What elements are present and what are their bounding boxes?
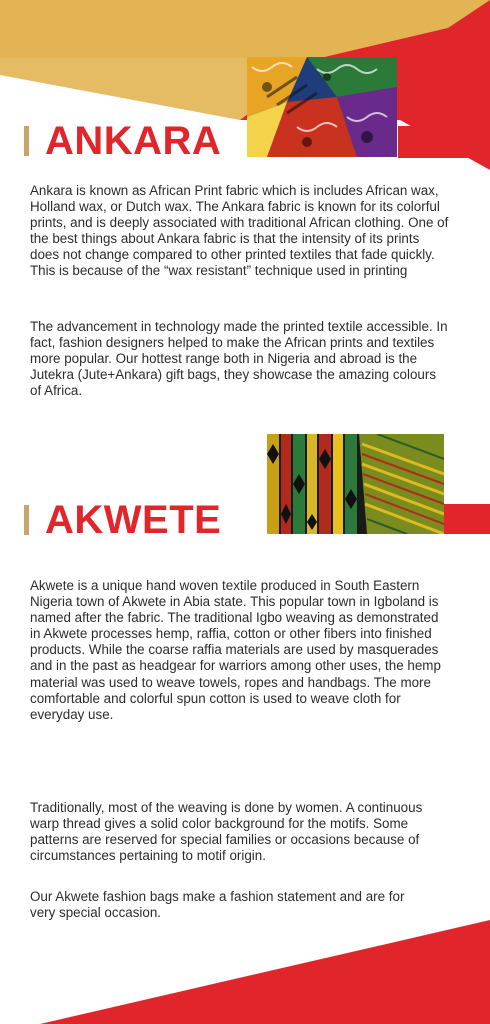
akwete-title-text: AKWETE <box>45 497 222 542</box>
ankara-title-text: ANKARA <box>45 118 222 163</box>
ankara-paragraph-1: Ankara is known as African Print fabric which is includes African wax, Holland wax, or Dutch wax. The Ankara fabric is known for its colorful prints, and is deeply associated with traditional African clothing. One of the best things about Ankara fabric is that the intensity of its prints does not change compared to other printed textiles that fade quickly. This is because of the “wax resistant” technique used in printing <box>30 183 449 279</box>
heading-accent-bar <box>24 505 29 535</box>
heading-accent-bar <box>24 126 29 156</box>
ankara-fabric-image <box>247 57 397 157</box>
akwete-paragraph-1: Akwete is a unique hand woven textile produced in South Eastern Nigeria town of Akwete in Abia state. This popular town in Igboland is named after the fabric. The traditional Igbo weaving as demonstrated in Akwete processes hemp, raffia, cotton or other fibers into finished products. While the coarse raffia materials are used by masquerades and in the past as headgear for warriors among other uses, the hemp material was used to weave towels, ropes and handbags. The more comfortable and colorful spun cotton is used to weave cloth for everyday use. <box>30 578 441 722</box>
akwete-paragraph-2: Traditionally, most of the weaving is done by women. A continuous warp thread gives a solid color background for the motifs. Some patterns are reserved for special families or occasions because of circumstances pertaining to motif origin. <box>30 800 423 864</box>
ankara-heading <box>24 116 221 166</box>
akwete-fabric-image <box>267 434 444 534</box>
ankara-paragraph-2: The advancement in technology made the printed textile accessible. In fact, fashion designers helped to make the African prints and textiles more popular. Our hottest range both in Nigeria and abroad is the Jutekra (Jute+Ankara) gift bags, they showcase the amazing colours of Africa. <box>30 319 448 399</box>
akwete-heading <box>24 495 221 545</box>
akwete-paragraph-3: Our Akwete fashion bags make a fashion statement and are for very special occasion. <box>30 889 405 921</box>
